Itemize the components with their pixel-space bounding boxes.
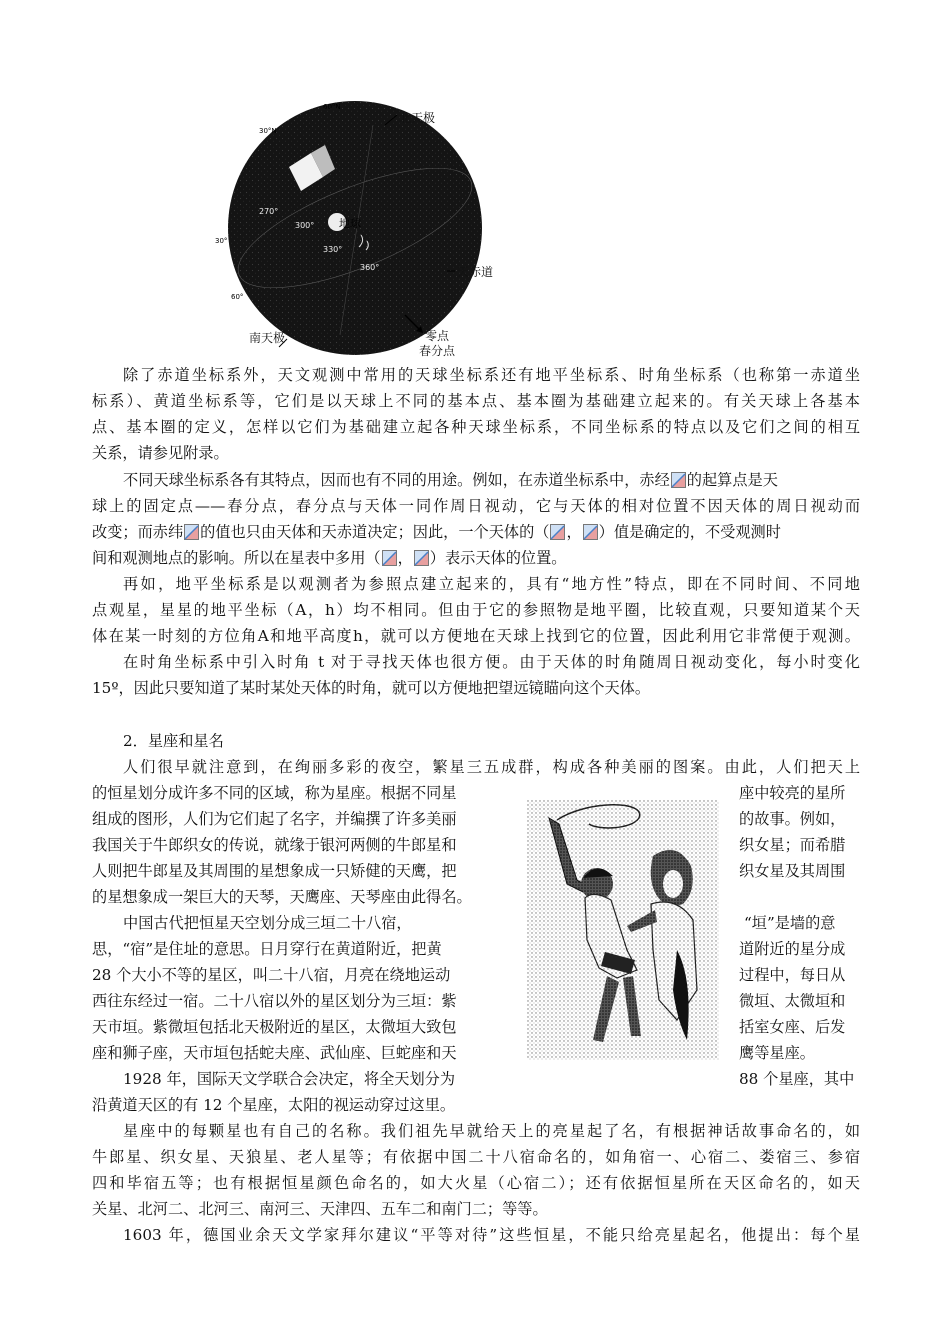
para1-line4: 关系，请参见附录。 [92, 444, 229, 462]
para8-line1: 星座中的每颗星也有自己的名称。我们祖先早就给天上的亮星起了名，有根据神话故事命名的，如 [123, 1122, 860, 1140]
para6-line2-left: 思，“宿”是住址的意思。日月穿行在黄道附近，把黄 [92, 940, 442, 958]
para7-line1-right: 88 个星座，其中 [739, 1070, 855, 1088]
para6-line1-right: “垣”是墙的意 [744, 914, 836, 932]
para3-line1: 再如，地平坐标系是以观测者为参照点建立起来的，具有“地方性”特点，即在不同时间、不同地 [123, 575, 860, 593]
para5-line1: 人们很早就注意到，在绚丽多彩的夜空，繁星三五成群，构成各种美丽的图案。由此，人们把天上 [123, 758, 860, 776]
para2-l3c: ， [566, 523, 582, 541]
delta-symbol-icon [184, 522, 199, 538]
para8-line4: 关星、北河二、北河三、南河三、天津四、五车二和南门二；等等。 [92, 1200, 548, 1218]
para2-l4a: 间和观测地点的影响。所以在星表中多用（ [92, 549, 381, 567]
para5-line5-left: 人则把牛郎星及其周围的星想象成一只矫健的天鹰，把 [92, 862, 457, 880]
tick-60: 60° [231, 293, 244, 301]
tick-300: 300° [295, 221, 315, 230]
para5-line2-left: 的恒星划分成许多不同的区域，称为星座。根据不同星 [92, 784, 457, 802]
equator-label: 天赤道 [457, 265, 494, 279]
para2-line4 [92, 545, 566, 571]
earth-label: 地球 [339, 217, 361, 230]
para3-line2: 点观星，星星的地平坐标（A，h）均不相同。但由于它的参照物是地平圈，比较直观，只要知道某个天 [92, 601, 860, 619]
para6-line4-right: 微垣、太微垣和 [739, 992, 846, 1010]
para2-line3 [92, 519, 781, 545]
south-pole-label: 南天极 [249, 331, 286, 345]
tick-330: 330° [323, 245, 343, 254]
para6-line5-left: 天市垣。紫微垣包括北天极附近的星区，太微垣大致包 [92, 1018, 457, 1036]
para5-line5-right: 织女星及其周围 [739, 862, 846, 880]
para2-l1a: 不同天球坐标系各有其特点，因而也有不同的用途。例如，在赤道坐标系中，赤经 [123, 471, 670, 489]
celestial-sphere-figure [215, 95, 505, 360]
illustration-drawing [527, 800, 719, 1060]
para6-line6-left: 座和狮子座，天市垣包括蛇夫座、武仙座、巨蛇座和天 [92, 1044, 457, 1062]
para1-line1: 除了赤道坐标系外，天文观测中常用的天球坐标系还有地平坐标系、时角坐标系（也称第一赤道坐 [123, 366, 860, 384]
alpha-symbol-icon [382, 548, 397, 564]
delta-symbol-icon [583, 522, 598, 538]
para6-line1-left: 中国古代把恒星天空划分成三垣二十八宿， [123, 914, 412, 932]
para4-line1: 在时角坐标系中引入时角 t 对于寻找天体也很方便。由于天体的时角随周日视动变化，每小时变化 [123, 653, 860, 671]
para2-l4c: ）表示天体的位置。 [429, 549, 567, 567]
alpha-symbol-icon [550, 522, 565, 538]
para8-line2: 牛郎星、织女星、天狼星、老人星等；有依据中国二十八宿命名的，如角宿一、心宿二、娄宿三、参宿 [92, 1148, 860, 1166]
para6-line6-right: 鹰等星座。 [739, 1044, 815, 1062]
para4-line2: 15º，因此只要知道了某时某处天体的时角，就可以方便地把望远镜瞄向这个天体。 [92, 679, 651, 697]
para3-line3: 体在某一时刻的方位角A和地平高度h，就可以方便地在天球上找到它的位置，因此利用它非常便于观测。 [92, 627, 860, 645]
para2-l3a: 改变；而赤纬 [92, 523, 184, 541]
delta-symbol-icon [414, 548, 429, 564]
para1-line2: 标系）、黄道坐标系等，它们是以天球上不同的基本点、基本圈为基础建立起来的。有关天球上各基本 [92, 392, 860, 410]
tick-360: 360° [360, 263, 380, 272]
para6-line3-right: 过程中，每日从 [739, 966, 846, 984]
para2-line1 [123, 467, 778, 493]
para5-line3-left: 组成的图形，人们为它们起了名字，并编撰了许多美丽 [92, 810, 457, 828]
para2-l1b: 的起算点是天 [686, 471, 778, 489]
para6-line4-left: 西往东经过一宿。二十八宿以外的星区划分为三垣：紫 [92, 992, 457, 1010]
para2-line2: 球上的固定点——春分点，春分点与天体一同作周日视动，它与天体的相对位置不因天体的周日视动而 [92, 497, 860, 515]
section-heading: 2．星座和星名 [123, 732, 224, 750]
para5-line4-left: 我国关于牛郎织女的传说，就缘于银河两侧的牛郎星和 [92, 836, 457, 854]
para6-line3-left: 28 个大小不等的星区，叫二十八宿，月亮在绕地运动 [92, 966, 451, 984]
para8-line3: 四和毕宿五等；也有根据恒星颜色命名的，如大火星（心宿二）；还有依据恒星所在天区命名的，如天 [92, 1174, 860, 1192]
tick-60n: 60°N [323, 103, 341, 111]
para5-line4-right: 织女星；而希腊 [739, 836, 846, 854]
para5-line2-right: 座中较亮的星所 [739, 784, 846, 802]
para9-line1: 1603 年，德国业余天文学家拜尔建议“平等对待”这些恒星，不能只给亮星起名，他提出：每个星 [123, 1226, 860, 1244]
para7-line1-left: 1928 年，国际天文学联合会决定，将全天划分为 [123, 1070, 456, 1088]
north-pole-label: 北天极 [399, 111, 436, 125]
tick-30n: 30°N [259, 127, 277, 135]
para2-l4b: ， [397, 549, 413, 567]
para1-line3: 点、基本圈的定义，怎样以它们为基础建立起各种天球坐标系，不同坐标系的特点以及它们之间的相互 [92, 418, 860, 436]
para2-l3d: ）值是确定的，不受观测时 [598, 523, 781, 541]
cowherd-weaver-illustration [527, 800, 719, 1060]
para6-line2-right: 道附近的星分成 [739, 940, 846, 958]
para5-line6-left: 的星想象成一架巨大的天琴，天鹰座、天琴座由此得名。 [92, 888, 472, 906]
para7-line2: 沿黄道天区的有 12 个星座，太阳的视运动穿过这里。 [92, 1096, 456, 1114]
tick-270: 270° [259, 207, 279, 216]
para2-l3b: 的值也只由天体和天赤道决定；因此，一个天体的（ [200, 523, 550, 541]
zero-point-label: 零点 [425, 329, 450, 343]
vernal-equinox-label: 春分点 [419, 344, 456, 358]
alpha-symbol-icon [671, 470, 686, 486]
tick-30: 30° [215, 237, 228, 245]
para6-line5-right: 括室女座、后发 [739, 1018, 846, 1036]
para5-line3-right: 的故事。例如， [739, 810, 846, 828]
